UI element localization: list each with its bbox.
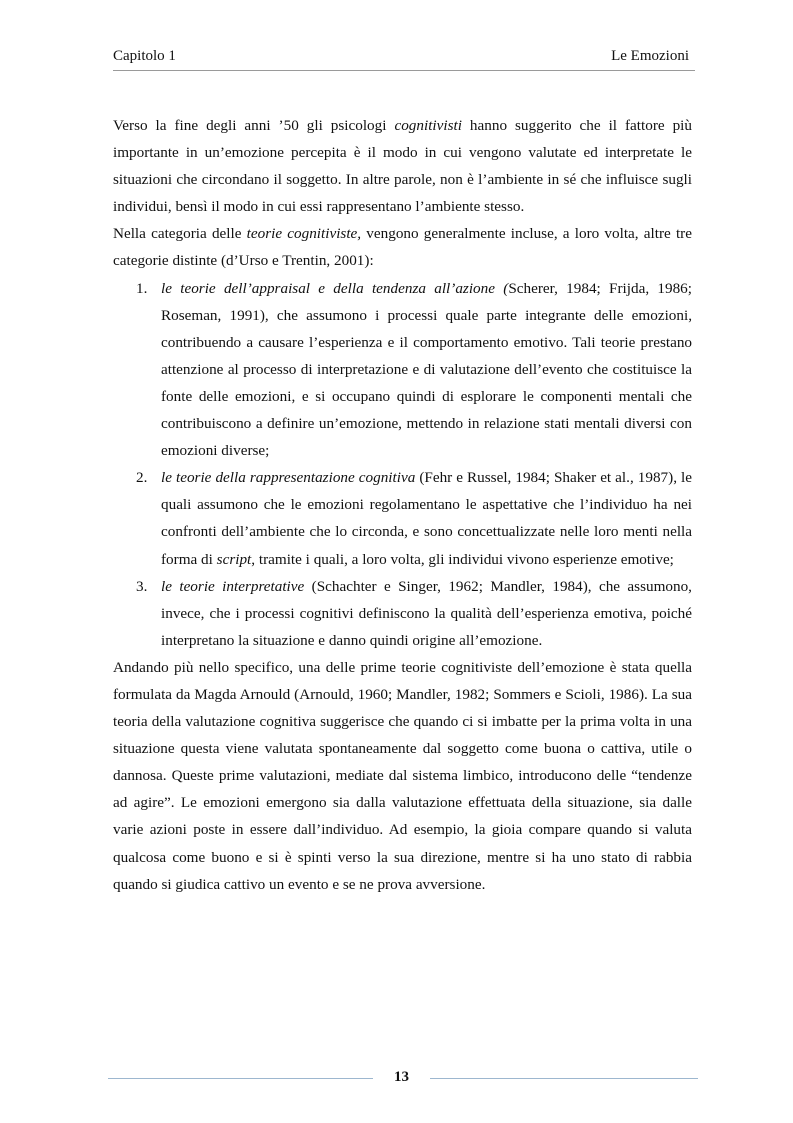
list-item: 1. le teorie dell’appraisal e della tendenza all’azione (Scherer, 1984; Frijda, 1986; Roseman, 1991), che assumono i processi quale parte integrante delle emozioni, contribuendo a causare l’esperienza e il comportamento emotivo. Tali teorie prestano attenzione al processo di interpretazione e di valutazione dell’evento che costituisce la fonte delle emozioni, e si occupano quindi di esplorare le componenti mentali che contribuiscono a definire un’emozione, mettendo in relazione stati mentali diversi con emozioni diverse; [113, 275, 692, 465]
list-number: 3. [136, 577, 148, 595]
page-number: 13 [394, 1069, 409, 1085]
section-title: Le Emozioni [611, 48, 689, 64]
footer-rule-right [430, 1078, 698, 1079]
emphasis-teorie-cognitiviste: teorie cognitiviste, [246, 225, 362, 243]
list-item: 3. le teorie interpretative (Schachter e Singer, 1962; Mandler, 1984), che assumono, invece, che i processi cognitivi definiscono la qualità dell’esperienza emotiva, poiché interpretano la situazione e danno quindi origine all’emozione. [113, 573, 692, 654]
theory-list [113, 275, 692, 654]
list-number: 1. [136, 279, 148, 297]
body-text [113, 112, 692, 898]
list-number: 2. [136, 469, 148, 487]
paragraph-arnould: Andando più nello specifico, una delle prime teorie cognitiviste dell’emozione è stata quella formulata da Magda Arnould (Arnould, 1960; Mandler, 1982; Sommers e Scioli, 1986). La sua teoria della valutazione cognitiva suggerisce che quando ci si imbatte per la prima volta in una situazione questa viene valutata spontaneamente dal soggetto come buona o cattiva, utile o dannosa. Queste prime valutazioni, mediate dal sistema limbico, introducono delle “tendenze ad agire”. Le emozioni emergono sia dalla valutazione effettuata della situazione, sia dalle varie azioni poste in essere dall’individuo. Ad esempio, la gioia compare quando si valuta qualcosa come buono e si è spinti verso la sua direzione, mentre si ha uno stato di rabbia quando si giudica cattivo un evento e se ne prova avversione. [113, 658, 692, 893]
list-item-title: le teorie della rappresentazione cognitiva [161, 469, 416, 487]
list-item: 2. le teorie della rappresentazione cognitiva (Fehr e Russel, 1984; Shaker et al., 1987), le quali assumono che le emozioni regolamentano le aspettative che l’individuo ha nei confronti dell’ambiente che lo circonda, e sono concettualizzate nelle loro menti nella forma di script, tramite i quali, a loro volta, gli individui vivono esperienze emotive; [113, 464, 692, 572]
paragraph-intro: Verso la fine degli anni ’50 gli psicologi cognitivisti hanno suggerito che il fattore più importante in un’emozione percepita è il modo in cui vengono valutate ed interpretate le situazioni che circondano il soggetto. In altre parole, non è l’ambiente in sé che influisce sugli individui, bensì il modo in cui essi rappresentano l’ambiente stesso. [113, 117, 692, 216]
emphasis-script: script [216, 550, 252, 568]
footer-rule-left [108, 1078, 373, 1079]
list-item-title: le teorie interpretative [161, 577, 305, 595]
emphasis-cognitivisti: cognitivisti [394, 117, 462, 134]
paragraph-categories: Nella categoria delle teorie cognitiviste, vengono generalmente incluse, a loro volta, altre tre categorie distinte (d’Urso e Trentin, 2001): [113, 225, 692, 270]
list-item-title: le teorie dell’appraisal e della tendenza all’azione ( [161, 279, 509, 297]
page-header [113, 46, 695, 71]
chapter-label: Capitolo 1 [113, 48, 176, 64]
